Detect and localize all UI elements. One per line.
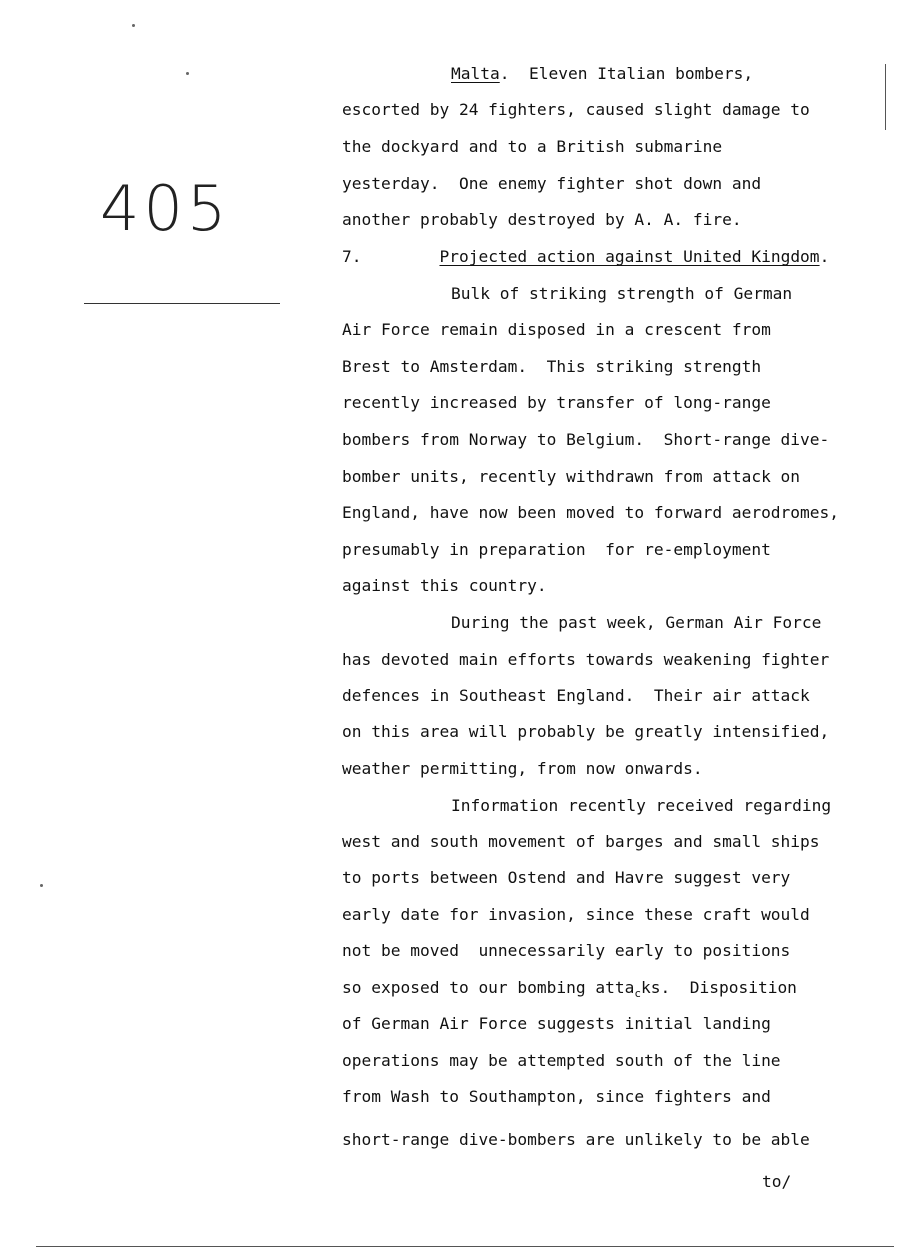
- text-run: defences in Southeast England. Their air attack: [342, 686, 810, 705]
- text-run: on this area will probably be greatly intensified,: [342, 722, 830, 741]
- text-run: During the past week, German Air Force: [451, 613, 822, 632]
- text-run: has devoted main efforts towards weakening fighter: [342, 650, 830, 669]
- text-run: weather permitting, from now onwards.: [342, 759, 703, 778]
- text-run: short-range dive-bombers are unlikely to be able: [342, 1130, 810, 1149]
- underlined-heading: Projected action against United Kingdom: [439, 247, 820, 266]
- text-run: west and south movement of barges and small ships: [342, 832, 820, 851]
- text-line: [342, 832, 820, 852]
- folio-number: 405: [100, 172, 231, 245]
- text-run: to ports between Ostend and Havre suggest very: [342, 868, 791, 887]
- text-run: Information recently received regarding: [451, 796, 832, 815]
- text-line: [342, 686, 810, 706]
- text-line: [342, 1130, 810, 1150]
- text-line: [451, 796, 831, 816]
- scan-speck: [186, 72, 189, 75]
- text-run: Bulk of striking strength of German: [451, 284, 793, 303]
- text-run: recently increased by transfer of long-range: [342, 393, 771, 412]
- text-line: [342, 759, 703, 779]
- scan-speck: [132, 24, 135, 27]
- text-run: c: [634, 987, 641, 1000]
- text-line: [342, 137, 722, 157]
- text-run: presumably in preparation for re-employment: [342, 540, 771, 559]
- text-run: bombers from Norway to Belgium. Short-range dive-: [342, 430, 830, 449]
- text-line: [342, 210, 742, 230]
- text-run: yesterday. One enemy fighter shot down and: [342, 174, 762, 193]
- text-run: early date for invasion, since these craft would: [342, 905, 810, 924]
- text-run: ks. Disposition: [641, 978, 797, 997]
- text-run: operations may be attempted south of the line: [342, 1051, 781, 1070]
- text-run: England, have now been moved to forward aerodromes,: [342, 503, 840, 522]
- text-run: against this country.: [342, 576, 547, 595]
- text-line: [342, 100, 810, 120]
- text-run: not be moved unnecessarily early to positions: [342, 941, 791, 960]
- text-line: [342, 941, 790, 961]
- text-line: [342, 357, 761, 377]
- right-edge-mark: [885, 64, 886, 130]
- text-run: another probably destroyed by A. A. fire.: [342, 210, 742, 229]
- text-run: escorted by 24 fighters, caused slight damage to: [342, 100, 810, 119]
- text-run: of German Air Force suggests initial landing: [342, 1014, 771, 1033]
- text-line: [451, 64, 753, 84]
- text-line: [342, 650, 829, 670]
- underlined-heading: Malta: [451, 64, 500, 83]
- text-line: [342, 905, 810, 925]
- catchword: to/: [762, 1172, 792, 1191]
- text-line: [342, 174, 761, 194]
- text-run: .: [819, 247, 830, 266]
- text-line: [342, 320, 771, 340]
- text-line: [342, 978, 797, 1004]
- text-run: so exposed to our bombing atta: [342, 978, 635, 997]
- text-line: [342, 467, 800, 487]
- text-line: [342, 430, 829, 450]
- text-line: [342, 393, 771, 413]
- text-run: . Eleven Italian bombers,: [499, 64, 754, 83]
- text-run: the dockyard and to a British submarine: [342, 137, 723, 156]
- text-run: Brest to Amsterdam. This striking strength: [342, 357, 762, 376]
- bottom-rule: [36, 1246, 894, 1247]
- text-line: [342, 722, 829, 742]
- scan-speck: [40, 884, 43, 887]
- margin-rule: [84, 303, 280, 304]
- text-run: bomber units, recently withdrawn from attack on: [342, 467, 801, 486]
- text-line: [342, 1014, 771, 1034]
- text-line: [342, 1087, 771, 1107]
- text-line: [342, 247, 829, 267]
- text-line: [342, 540, 771, 560]
- text-run: Air Force remain disposed in a crescent from: [342, 320, 771, 339]
- text-line: [342, 576, 547, 596]
- text-line: [451, 284, 792, 304]
- text-line: [342, 868, 790, 888]
- text-line: [451, 613, 821, 633]
- text-run: 7.: [342, 247, 440, 266]
- text-line: [342, 503, 839, 523]
- text-run: from Wash to Southampton, since fighters and: [342, 1087, 771, 1106]
- text-line: [342, 1051, 781, 1071]
